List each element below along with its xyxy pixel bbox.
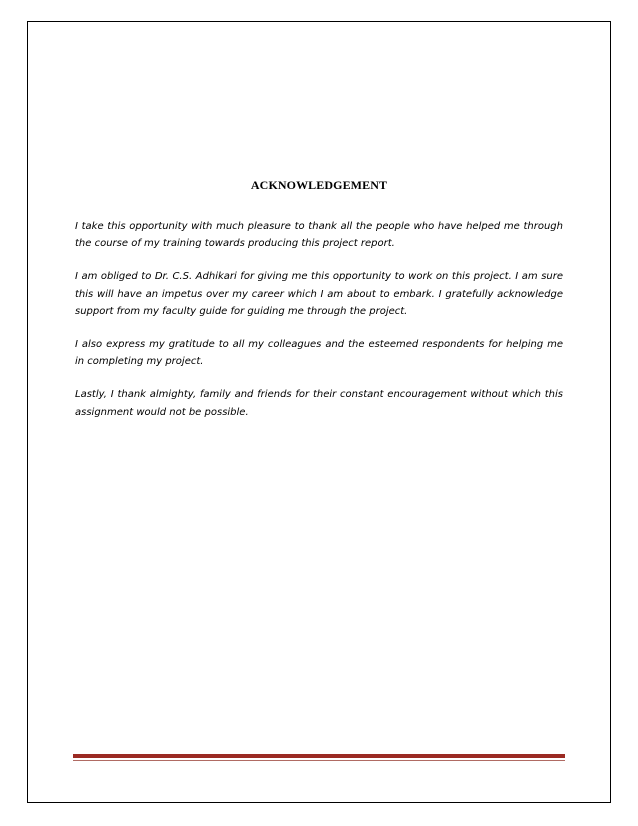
document-title: ACKNOWLEDGEMENT <box>250 178 388 192</box>
paragraph: I am obliged to Dr. C.S. Adhikari for giving me this opportunity to work on this project. I am sure this will have an impetus over my career which I am about to embark. I gratefully acknowledge support from my faculty guide for guiding me through the project. <box>75 271 563 317</box>
paragraph: Lastly, I thank almighty, family and friends for their constant encouragement without which this assignment would not be possible. <box>75 389 563 418</box>
footer-rule <box>73 754 565 758</box>
paragraph: I take this opportunity with much pleasure to thank all the people who have helped me through the course of my training towards producing this project report. <box>75 221 563 250</box>
paragraph: I also express my gratitude to all my colleagues and the esteemed respondents for helping me in completing my project. <box>75 339 563 368</box>
footer-rule-thin <box>73 760 565 761</box>
document-body <box>75 218 563 437</box>
